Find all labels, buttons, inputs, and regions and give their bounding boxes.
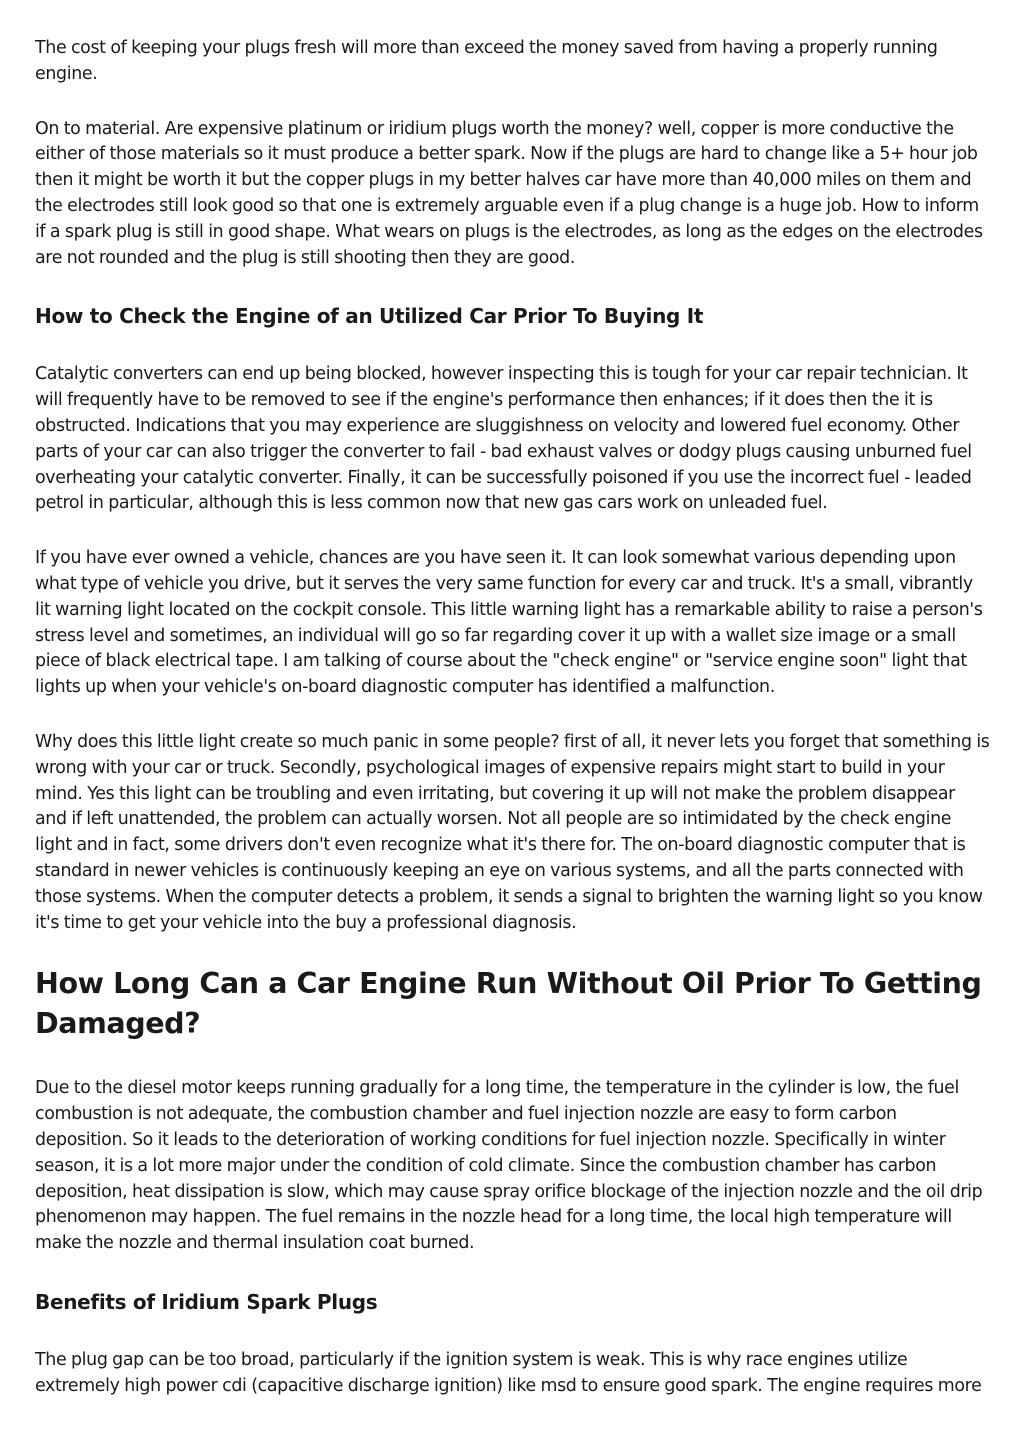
main-heading: How Long Can a Car Engine Run Without Oil Prior To Getting Damaged? (35, 967, 982, 1041)
article-body (35, 36, 990, 1399)
paragraph: Why does this little light create so much panic in some people? first of all, it never lets you forget that something is wrong with your car or truck. Secondly, psychological images of expensive repairs might start to build in your mind. Yes this light can be troubling and even irritating, but covering it up will not make the problem disappear and if left unattended, the problem can actually worsen. Not all people are so intimidated by the check engine light and in fact, some drivers don't even recognize what it's there for. The on-board diagnostic computer that is standard in newer vehicles is continuously keeping an eye on various systems, and all the parts connected with those systems. When the computer detects a problem, it sends a signal to brighten the warning light so you know it's time to get your vehicle into the buy a professional diagnosis. (35, 731, 990, 933)
paragraph: Due to the diesel motor keeps running gradually for a long time, the temperature in the cylinder is low, the fuel combustion is not adequate, the combustion chamber and fuel injection nozzle are easy to form carbon deposition. So it leads to the deterioration of working conditions for fuel injection nozzle. Specifically in winter season, it is a lot more major under the condition of cold climate. Since the combustion chamber has carbon deposition, heat dissipation is slow, which may cause spray orifice blockage of the injection nozzle and the oil drip phenomenon may happen. The fuel remains in the nozzle head for a long time, the local high temperature will make the nozzle and thermal insulation coat burned. (35, 1078, 983, 1254)
paragraph: If you have ever owned a vehicle, chances are you have seen it. It can look somewhat various depending upon what type of vehicle you drive, but it serves the very same function for every car and truck. It's a small, vibrantly lit warning light located on the cockpit console. This little warning light has a remarkable ability to raise a person's stress level and sometimes, an individual will go so far regarding cover it up with a wallet size image or a small piece of black electrical tape. I am talking of course about the "check engine" or "service engine soon" light that lights up when your vehicle's on-board diagnostic computer has identified a malfunction. (35, 548, 983, 698)
paragraph: The plug gap can be too broad, particularly if the ignition system is weak. This is why race engines utilize extremely high power cdi (capacitive discharge ignition) like msd to ensure good spark. The engine requires more (35, 1349, 982, 1396)
section-heading: How to Check the Engine of an Utilized Car Prior To Buying It (35, 304, 704, 329)
paragraph: Catalytic converters can end up being blocked, however inspecting this is tough for your car repair technician. It will frequently have to be removed to see if the engine's performance then enhances; if it does then the it is obstructed. Indications that you may experience are sluggishness on velocity and lowered fuel economy. Other parts of your car can also trigger the converter to fail - bad exhaust valves or dodgy plugs causing unburned fuel overheating your catalytic converter. Finally, it can be successfully poisoned if you use the incorrect fuel - leaded petrol in particular, although this is less common now that new gas cars work on unleaded fuel. (35, 364, 972, 514)
section-heading: Benefits of Iridium Spark Plugs (35, 1289, 378, 1314)
paragraph: On to material. Are expensive platinum or iridium plugs worth the money? well, copper is more conductive the either of those materials so it must produce a better spark. Now if the plugs are hard to change like a 5+ hour job then it might be worth it but the copper plugs in my better halves car have more than 40,000 miles on them and the electrodes still look good so that one is extremely arguable even if a plug change is a huge job. How to inform if a spark plug is still in good shape. What wears on plugs is the electrodes, as long as the edges on the electrodes are not rounded and the plug is still shooting then they are good. (35, 118, 983, 268)
paragraph: The cost of keeping your plugs fresh will more than exceed the money saved from having a properly running engine. (35, 38, 938, 84)
